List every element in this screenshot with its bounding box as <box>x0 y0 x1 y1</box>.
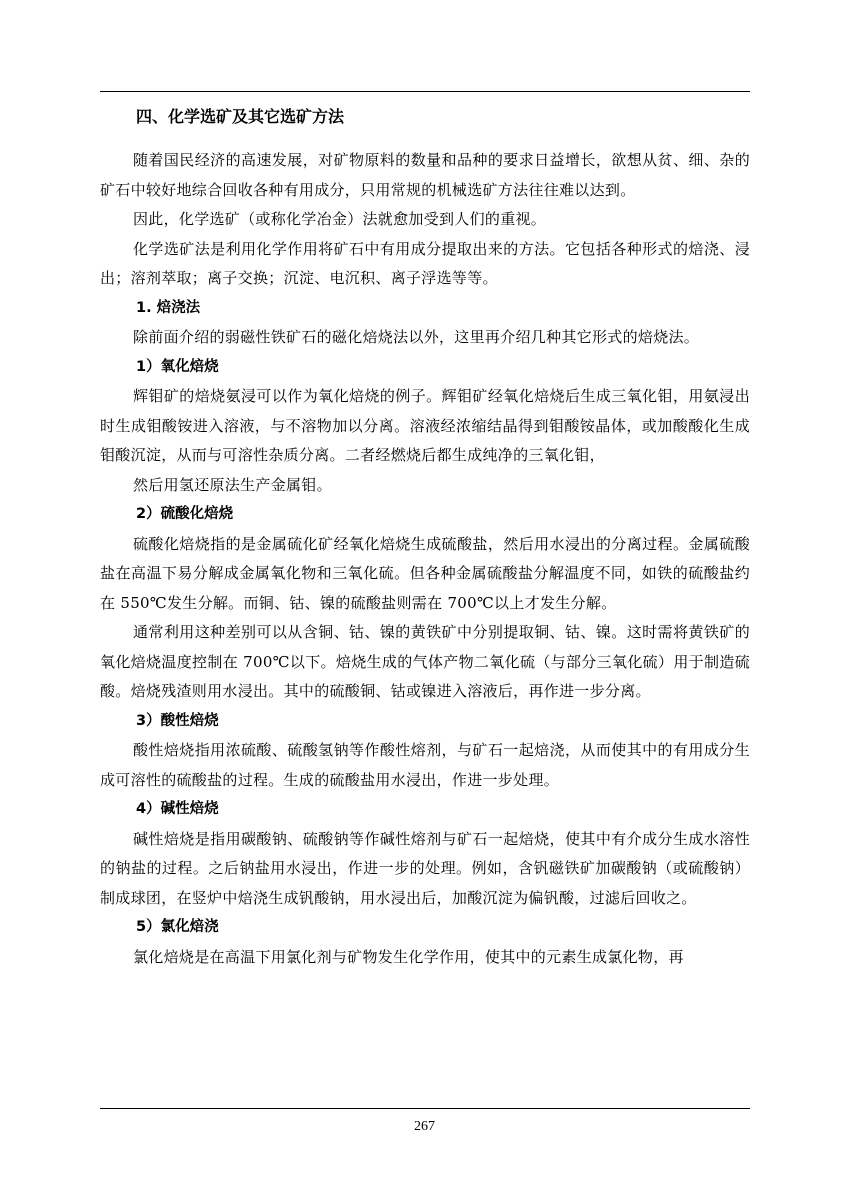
intro-paragraph-2: 因此，化学选矿（或称化学冶金）法就愈加受到人们的重视。 <box>133 210 547 228</box>
section-title: 四、化学选矿及其它选矿方法 <box>136 107 345 126</box>
chlorination-roasting-paragraph: 氯化焙烧是在高温下用氯化剂与矿物发生化学作用，使其中的元素生成氯化物，再 <box>133 947 684 966</box>
acid-roasting-paragraph: 酸性焙烧指用浓硫酸、硫酸氢钠等作酸性熔剂，与矿石一起焙浇，从而使其中的有用成分生成可溶性的硫酸盐的过程。生成的硫酸盐用水浸出，作进一步处理。 <box>100 741 750 789</box>
page-body <box>100 100 750 972</box>
intro-paragraph-1: 随着国民经济的高速发展，对矿物原料的数量和品种的要求日益增长，欲想从贫、细、杂的矿石中较好地综合回收各种有用成分，只用常规的机械选矿方法往往难以达到。 <box>100 151 750 199</box>
sulfation-roasting-paragraph-2: 通常利用这种差别可以从含铜、钴、镍的黄铁矿中分别提取铜、钴、镍。这时需将黄铁矿的氧化焙烧温度控制在 700℃以下。焙烧生成的气体产物二氧化硫（与部分三氧化硫）用于制造硫酸。焙烧残渣则用水浸出。其中的硫酸铜、钴或镍进入溶液后，再作进一步分离。 <box>100 623 750 700</box>
footer-rule <box>100 1108 750 1109</box>
page-number: 267 <box>414 1119 435 1134</box>
oxidation-roasting-paragraph-2: 然后用氢还原法生产金属钼。 <box>133 475 332 494</box>
heading-alkaline-roasting: 4）碱性焙烧 <box>136 801 219 817</box>
subsection-heading-roasting: 1. 焙浇法 <box>136 299 201 316</box>
oxidation-roasting-paragraph-1: 辉钼矿的焙烧氨浸可以作为氧化焙烧的例子。辉钼矿经氧化焙烧后生成三氧化钼，用氨浸出时生成钼酸铵进入溶液，与不溶物加以分离。溶液经浓缩结晶得到钼酸铵晶体，或加酸酸化生成钼酸沉淀，从而与可溶性杂质分离。二者经燃烧后都生成纯净的三氧化钼， <box>100 387 750 464</box>
intro-paragraph-3: 化学选矿法是利用化学作用将矿石中有用成分提取出来的方法。它包括各种形式的焙浇、浸出；溶剂萃取；离子交换；沉淀、电沉积、离子浮选等等。 <box>100 239 750 287</box>
header-rule <box>100 91 750 92</box>
sulfation-roasting-paragraph-1: 硫酸化焙烧指的是金属硫化矿经氧化焙烧生成硫酸盐，然后用水浸出的分离过程。金属硫酸盐在高温下易分解成金属氧化物和三氧化硫。但各种金属硫酸盐分解温度不同，如铁的硫酸盐约在 550℃发生分解。而铜、钴、镍的硫酸盐则需在 700℃以上才发生分解。 <box>100 534 750 612</box>
heading-sulfation-roasting: 2）硫酸化焙烧 <box>136 506 234 522</box>
alkaline-roasting-paragraph: 碱性焙烧是指用碳酸钠、硫酸钠等作碱性熔剂与矿石一起焙烧，使其中有介成分生成水溶性的钠盐的过程。之后钠盐用水浸出，作进一步的处理。例如，含钒磁铁矿加碳酸钠（或硫酸钠）制成球团，在竖炉中焙浇生成钒酸钠，用水浸出后，加酸沉淀为偏钒酸，过滤后回收之。 <box>100 829 750 907</box>
roasting-intro-paragraph: 除前面介绍的弱磁性铁矿石的磁化焙烧法以外，这里再介绍几种其它形式的焙烧法。 <box>133 328 700 346</box>
heading-oxidation-roasting: 1）氧化焙烧 <box>136 358 219 375</box>
heading-acid-roasting: 3）酸性焙烧 <box>136 712 219 729</box>
heading-chlorination-roasting: 5）氯化焙浇 <box>136 919 219 935</box>
